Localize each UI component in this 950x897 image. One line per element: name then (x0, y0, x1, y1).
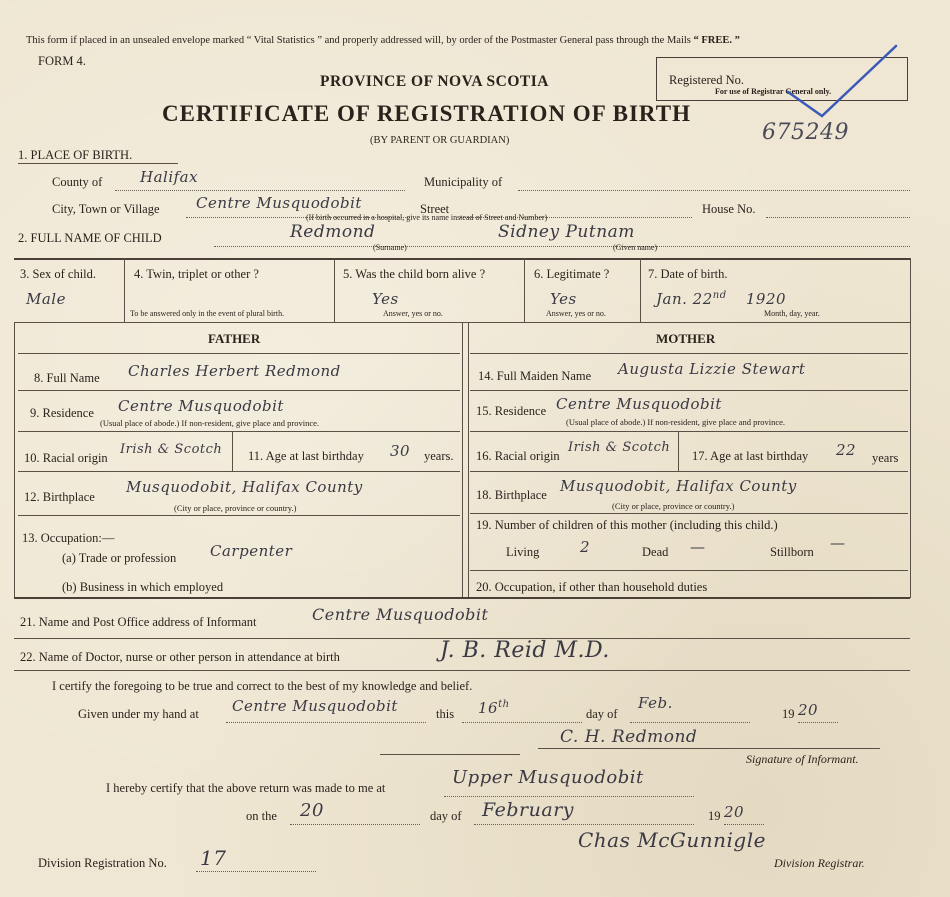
father-age-label: 11. Age at last birthday (248, 449, 364, 463)
return-year-prefix: 19 (708, 809, 721, 823)
return-day-of-label: day of (430, 809, 462, 823)
mother-residence-note: (Usual place of abode.) If non-resident, give place and province. (566, 417, 786, 427)
mother-residence-label: 15. Residence (476, 404, 547, 418)
sex-label: 3. Sex of child. (20, 267, 97, 281)
return-month-value: February (482, 799, 575, 821)
living-label: Living (506, 545, 540, 559)
father-birthplace-value: Musquodobit, Halifax County (126, 478, 363, 496)
stillborn-value: — (830, 534, 846, 552)
mother-occupation-label: 20. Occupation, if other than household duties (476, 580, 708, 594)
on-the-label: on the (246, 809, 277, 823)
page-subtitle: (BY PARENT OR GUARDIAN) (370, 135, 510, 146)
form-number: FORM 4. (38, 54, 86, 68)
city-label: City, Town or Village (52, 202, 160, 216)
given-year-prefix: 19 (782, 707, 795, 721)
municipality-label: Municipality of (424, 175, 503, 189)
given-under-label: Given under my hand at (78, 707, 199, 721)
mother-race-label: 16. Racial origin (476, 449, 560, 463)
twin-label: 4. Twin, triplet or other ? (134, 267, 259, 281)
dob-suffix: nd (712, 290, 727, 301)
day-of-label: day of (586, 707, 618, 721)
given-month-value: Feb. (638, 694, 673, 712)
check-mark-icon (780, 40, 900, 120)
child-name-label: 2. FULL NAME OF CHILD (18, 231, 162, 245)
father-race-label: 10. Racial origin (24, 451, 108, 465)
occupation-heading: 13. Occupation:— (22, 531, 115, 545)
father-name-value: Charles Herbert Redmond (128, 362, 341, 380)
dob-month-day: Jan. 22 (656, 290, 713, 308)
father-birthplace-note: (City or place, province or country.) (174, 503, 297, 513)
page-title: CERTIFICATE OF REGISTRATION OF BIRTH (162, 101, 691, 126)
legitimate-label: 6. Legitimate ? (534, 267, 610, 281)
registrar-use-note: For use of Registrar General only. (715, 87, 832, 96)
informant-address-value: Centre Musquodobit (312, 605, 489, 624)
province-heading: PROVINCE OF NOVA SCOTIA (320, 73, 549, 90)
father-age-unit: years. (424, 449, 454, 463)
return-day-value: 20 (300, 800, 324, 821)
county-value: Halifax (140, 168, 199, 186)
given-day (478, 699, 510, 717)
mother-residence-value: Centre Musquodobit (556, 395, 722, 413)
father-name-label: 8. Full Name (34, 371, 100, 385)
hospital-note: (If birth occurred in a hospital, give its name instead of Street and Number) (306, 213, 548, 222)
mother-birthplace-note: (City or place, province or country.) (612, 501, 735, 511)
mother-name-value: Augusta Lizzie Stewart (618, 360, 806, 378)
informant-address-label: 21. Name and Post Office address of Informant (20, 615, 257, 629)
father-residence-value: Centre Musquodobit (118, 397, 284, 415)
county-label: County of (52, 175, 103, 189)
attendant-value: J. B. Reid M.D. (440, 638, 610, 663)
trade-label: (a) Trade or profession (62, 551, 177, 565)
mother-age-unit: years (872, 451, 899, 465)
city-value: Centre Musquodobit (196, 194, 362, 212)
division-registration-value: 17 (200, 846, 227, 870)
given-day-suffix: th (498, 699, 510, 710)
free-label: “ FREE. ” (693, 35, 740, 46)
this-label: this (436, 707, 455, 721)
mother-birthplace-value: Musquodobit, Halifax County (560, 477, 797, 495)
return-place-value: Upper Musquodobit (452, 767, 644, 788)
mother-heading: MOTHER (656, 331, 716, 346)
registered-label: Registered No. (669, 73, 744, 87)
twin-note: To be answered only in the event of plural birth. (130, 309, 285, 318)
informant-signature: C. H. Redmond (560, 727, 698, 747)
father-residence-note: (Usual place of abode.) If non-resident, give place and province. (100, 418, 320, 428)
postal-notice-text: This form if placed in an unsealed envelope marked “ Vital Statistics ” and properly addressed will, by order of the Postmaster General pass through the Mails (26, 35, 691, 46)
certification-text: I certify the foregoing to be true and correct to the best of my knowledge and belief. (52, 679, 473, 693)
mother-race-value: Irish & Scotch (568, 440, 671, 455)
place-of-birth-heading: 1. PLACE OF BIRTH. (18, 148, 133, 162)
mother-birthplace-label: 18. Birthplace (476, 488, 547, 502)
child-given-name: Sidney Putnam (498, 222, 635, 242)
child-surname: Redmond (290, 222, 376, 242)
registrar-certification-text: I hereby certify that the above return was made to me at (106, 781, 386, 795)
dob-value (656, 290, 786, 308)
given-name-caption: (Given name) (613, 243, 658, 252)
legitimate-note: Answer, yes or no. (546, 309, 606, 318)
registered-number: 675249 (762, 120, 849, 145)
sex-value: Male (26, 290, 66, 308)
registrar-signature: Chas McGunnigle (578, 828, 766, 852)
children-count-label: 19. Number of children of this mother (including this child.) (476, 518, 778, 532)
house-label: House No. (702, 202, 756, 216)
informant-signature-label: Signature of Informant. (746, 752, 859, 766)
street-label: Street (420, 202, 450, 216)
return-year-value: 20 (724, 803, 745, 821)
legitimate-value: Yes (550, 290, 577, 308)
business-label: (b) Business in which employed (62, 580, 224, 594)
stillborn-label: Stillborn (770, 545, 814, 559)
father-heading: FATHER (208, 331, 261, 346)
division-registration-label: Division Registration No. (38, 856, 167, 870)
given-place-value: Centre Musquodobit (232, 697, 398, 715)
dob-label: 7. Date of birth. (648, 267, 728, 281)
father-birthplace-label: 12. Birthplace (24, 490, 95, 504)
attendant-label: 22. Name of Doctor, nurse or other person in attendance at birth (20, 650, 340, 664)
registrar-label: Division Registrar. (774, 856, 865, 870)
born-alive-value: Yes (372, 290, 399, 308)
living-value: 2 (580, 538, 591, 556)
trade-value: Carpenter (210, 542, 293, 560)
mother-age-value: 22 (836, 441, 857, 459)
father-age-value: 30 (390, 442, 411, 460)
dead-value: — (690, 538, 706, 556)
dob-note: Month, day, year. (764, 309, 820, 318)
mother-age-label: 17. Age at last birthday (692, 449, 809, 463)
born-alive-note: Answer, yes or no. (383, 309, 443, 318)
given-day-value: 16 (478, 699, 499, 717)
dead-label: Dead (642, 545, 669, 559)
surname-caption: (Surname) (373, 243, 407, 252)
father-race-value: Irish & Scotch (120, 442, 223, 457)
born-alive-label: 5. Was the child born alive ? (343, 267, 486, 281)
father-residence-label: 9. Residence (30, 406, 94, 420)
mother-name-label: 14. Full Maiden Name (478, 369, 592, 383)
postal-notice (26, 35, 740, 46)
given-year-value: 20 (798, 701, 819, 719)
dob-year: 1920 (745, 290, 787, 308)
